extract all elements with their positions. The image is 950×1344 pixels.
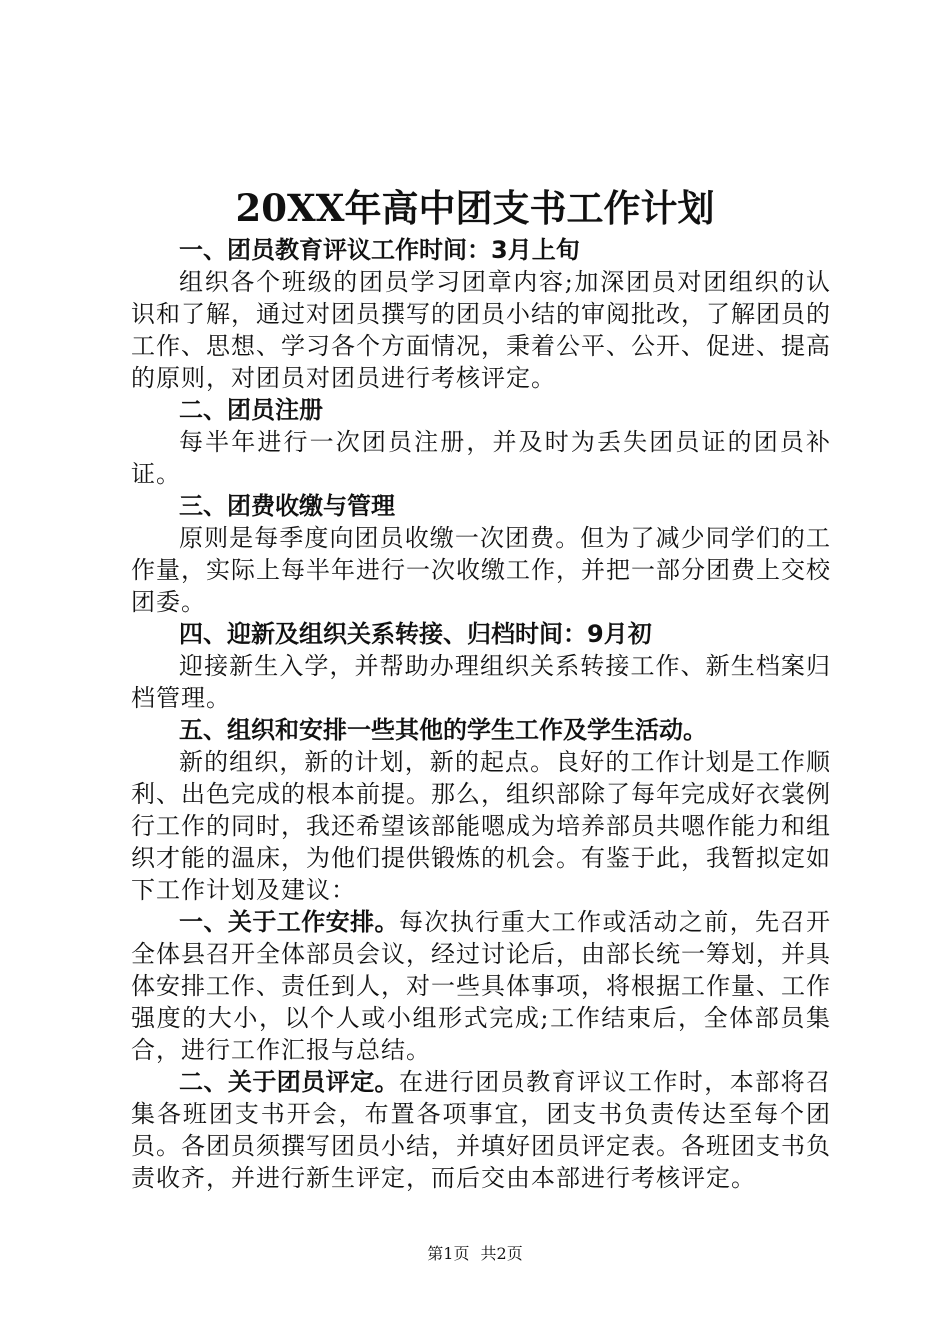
section-heading-5: 五、组织和安排一些其他的学生工作及学生活动。 (179, 716, 707, 744)
page-number: 第1页 (427, 1244, 470, 1263)
section-body-3: 原则是每季度向团员收缴一次团费。但为了减少同学们的工作量，实际上每半年进行一次收缴工作，并把一部分团费上交校团委。 (131, 524, 831, 616)
document-title: 20XX年高中团支书工作计划 (235, 186, 715, 230)
section-heading-1: 一、团员教育评议工作时间：3月上旬 (179, 236, 580, 264)
section-body-1: 组织各个班级的团员学习团章内容;加深团员对团组织的认识和了解，通过对团员撰写的团员小结的审阅批改，了解团员的工作、思想、学习各个方面情况，秉着公平、公开、促进、提高的原则，对团员对团员进行考核评定。 (131, 268, 831, 392)
suggestion-text-2: 在进行团员教育评议工作时，本部将召集各班团支书开会，布置各项事宜，团支书负责传达至每个团员。各团员须撰写团员小结，并填好团员评定表。各班团支书负责收齐，并进行新生评定，而后交由本部进行考核评定。 (131, 1068, 832, 1192)
page-total: 共2页 (480, 1244, 523, 1263)
section-heading-4: 四、迎新及组织关系转接、归档时间：9月初 (179, 620, 652, 648)
section-body-5: 新的组织，新的计划，新的起点。良好的工作计划是工作顺利、出色完成的根本前提。那么，组织部除了每年完成好衣裳例行工作的同时，我还希望该部能嗯成为培养部员共嗯作能力和组织才能的温床，为他们提供锻炼的机会。有鉴于此，我暂拟定如下工作计划及建议： (131, 748, 831, 904)
suggestion-text-1: 每次执行重大工作或活动之前，先召开全体县召开全体部员会议，经过讨论后，由部长统一筹划，并具体安排工作、责任到人，对一些具体事项，将根据工作量、工作强度的大小，以个人或小组形式完成;工作结束后，全体部员集合，进行工作汇报与总结。 (131, 908, 832, 1064)
suggestion-paragraph-2 (131, 1066, 831, 1194)
suggestion-label-1: 一、关于工作安排。 (179, 908, 399, 936)
suggestion-paragraph-1 (131, 906, 831, 1066)
section-body-2: 每半年进行一次团员注册，并及时为丢失团员证的团员补证。 (131, 428, 831, 488)
suggestion-label-2: 二、关于团员评定。 (179, 1068, 399, 1096)
section-body-4: 迎接新生入学，并帮助办理组织关系转接工作、新生档案归档管理。 (131, 652, 831, 712)
page-footer (0, 1243, 950, 1265)
section-heading-3: 三、团费收缴与管理 (179, 492, 395, 520)
section-heading-2: 二、团员注册 (179, 396, 323, 424)
document-body (131, 234, 831, 1194)
